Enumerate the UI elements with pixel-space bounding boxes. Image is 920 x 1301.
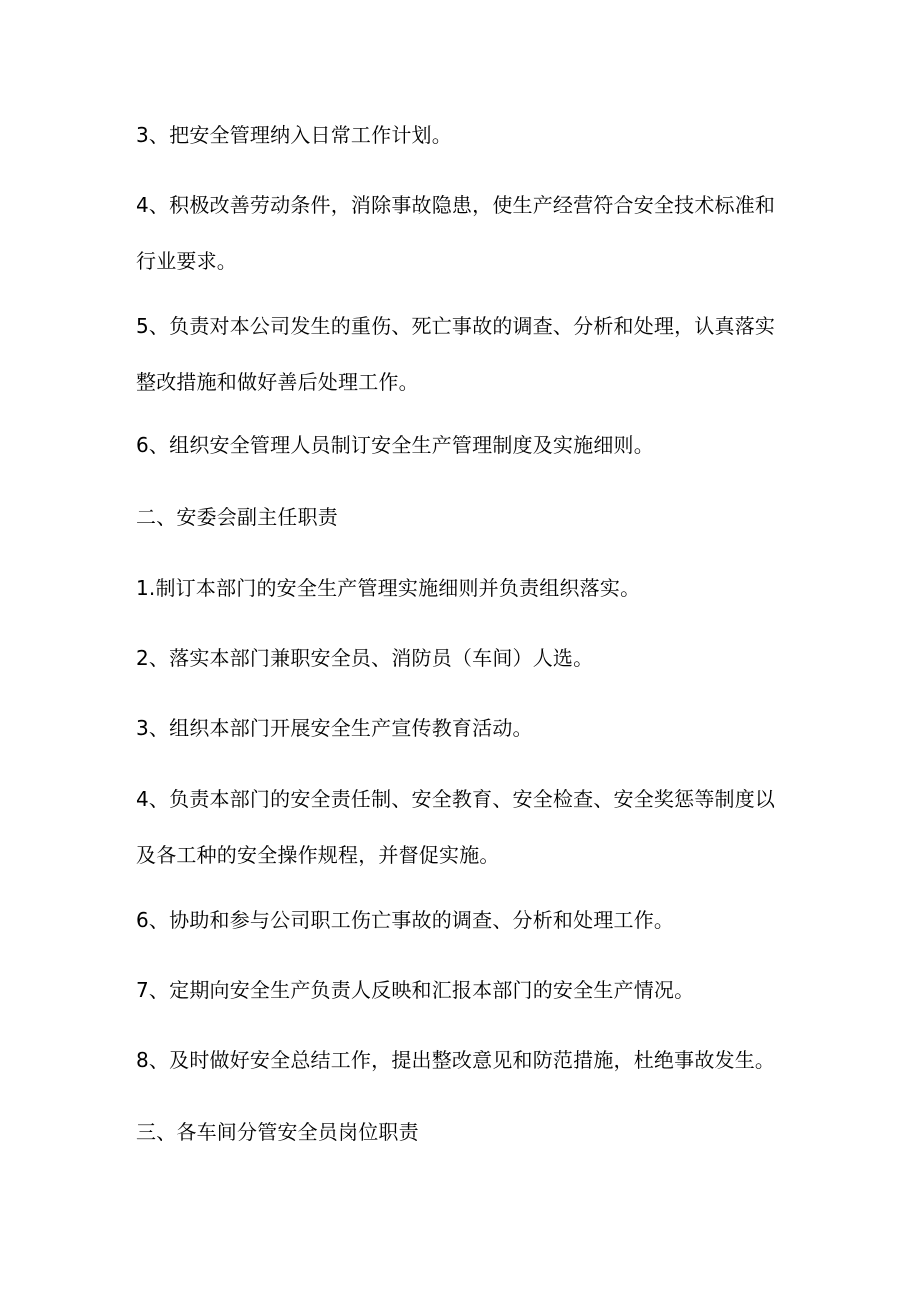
paragraph-item-1: 1.制订本部门的安全生产管理实施细则并负责组织落实。 xyxy=(136,576,641,600)
section-heading-vice-director: 二、安委会副主任职责 xyxy=(136,505,338,529)
paragraph-item-3: 3、把安全管理纳入日常工作计划。 xyxy=(136,123,452,147)
paragraph-item-8: 8、及时做好安全总结工作，提出整改意见和防范措施，杜绝事故发生。 xyxy=(136,1048,776,1072)
section-heading-workshop-safety: 三、各车间分管安全员岗位职责 xyxy=(136,1120,419,1144)
paragraph-item-6: 6、组织安全管理人员制订安全生产管理制度及实施细则。 xyxy=(136,433,654,457)
paragraph-item-4: 4、积极改善劳动条件，消除事故隐患，使生产经营符合安全技术标准和行业要求。 xyxy=(136,193,776,273)
paragraph-item-5: 5、负责对本公司发生的重伤、死亡事故的调查、分析和处理，认真落实整改措施和做好善后处理工作。 xyxy=(136,314,776,394)
paragraph-item-2: 2、落实本部门兼职安全员、消防员（车间）人选。 xyxy=(136,646,594,670)
paragraph-item-4b: 4、负责本部门的安全责任制、安全教育、安全检查、安全奖惩等制度以及各工种的安全操作规程，并督促实施。 xyxy=(136,787,776,867)
paragraph-item-3b: 3、组织本部门开展安全生产宣传教育活动。 xyxy=(136,716,533,740)
paragraph-item-6b: 6、协助和参与公司职工伤亡事故的调查、分析和处理工作。 xyxy=(136,908,675,932)
paragraph-item-7: 7、定期向安全生产负责人反映和汇报本部门的安全生产情况。 xyxy=(136,978,695,1002)
